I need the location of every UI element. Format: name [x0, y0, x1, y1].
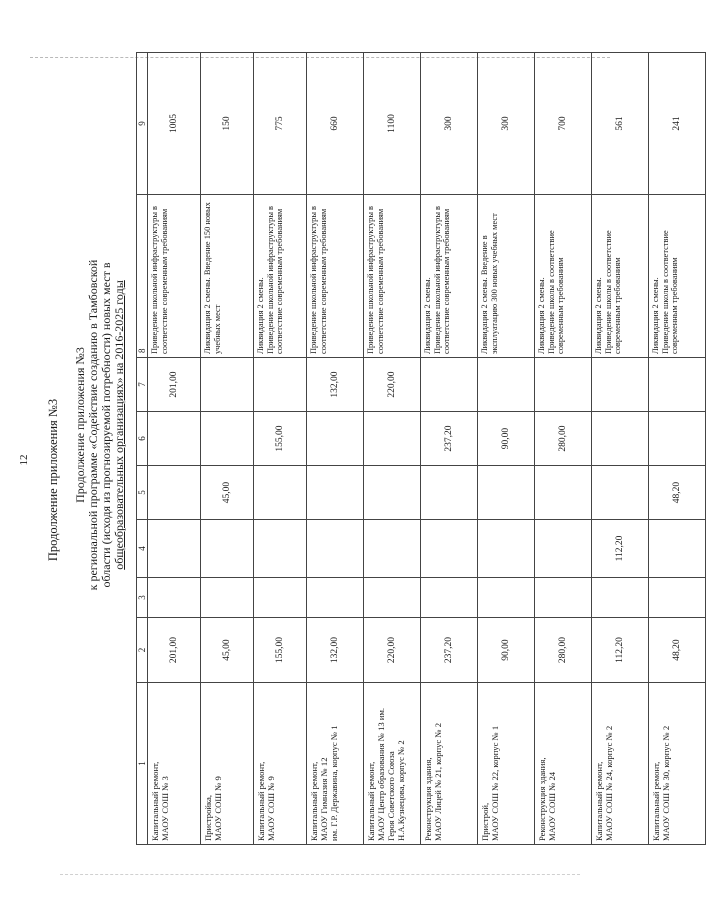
total-value-cell: 45,00 [201, 618, 254, 683]
appendix-header-line-1: Продолжение приложения №3 [73, 347, 87, 503]
result-description-cell: Ликвидация 2 смены. Введение 150 новых учебных мест [201, 195, 254, 358]
year-2017-cell [364, 520, 421, 578]
year-2016-cell [649, 578, 706, 618]
column-number: 4 [137, 520, 148, 578]
year-2019-cell [592, 412, 649, 466]
column-number: 8 [137, 195, 148, 358]
total-value-cell: 132,00 [307, 618, 364, 683]
column-number-row [137, 53, 148, 845]
total-value-cell: 280,00 [535, 618, 592, 683]
result-description-cell: Ликвидация 2 смены. Приведение школьной инфраструктуры в соответствие современным требованиям [421, 195, 478, 358]
result-description-cell: Ликвидация 2 смены. Приведение школы в соответствие современным требованиям [592, 195, 649, 358]
year-2018-cell [421, 466, 478, 520]
year-2020-cell [201, 358, 254, 412]
year-2017-cell [148, 520, 201, 578]
year-2019-cell: 155,00 [254, 412, 307, 466]
year-2020-cell [421, 358, 478, 412]
new-places-cell: 775 [254, 53, 307, 195]
year-2019-cell [364, 412, 421, 466]
year-2020-cell [478, 358, 535, 412]
column-number: 5 [137, 466, 148, 520]
table-row [535, 53, 592, 845]
year-2017-cell [254, 520, 307, 578]
year-2019-cell [201, 412, 254, 466]
year-2016-cell [592, 578, 649, 618]
new-places-cell: 241 [649, 53, 706, 195]
year-2016-cell [478, 578, 535, 618]
year-2020-cell [535, 358, 592, 412]
year-2019-cell: 280,00 [535, 412, 592, 466]
object-name-cell: Капитальный ремонт, МАОУ Гимназия № 12 им. Г.Р. Державина, корпус № 1 [307, 683, 364, 845]
year-2018-cell [592, 466, 649, 520]
year-2016-cell [364, 578, 421, 618]
total-value-cell: 237,20 [421, 618, 478, 683]
table-row [254, 53, 307, 845]
appendix-header-line-3: области (исходя из прогнозируемой потребности) новых мест в [99, 262, 113, 588]
total-value-cell: 155,00 [254, 618, 307, 683]
year-2017-cell [421, 520, 478, 578]
new-places-cell: 1005 [148, 53, 201, 195]
total-value-cell: 201,00 [148, 618, 201, 683]
year-2017-cell [478, 520, 535, 578]
year-2016-cell [254, 578, 307, 618]
table-row [478, 53, 535, 845]
year-2018-cell [254, 466, 307, 520]
continuation-title: Продолжение приложения №3 [46, 398, 60, 562]
year-2019-cell [307, 412, 364, 466]
result-description-cell: Приведение школьной инфраструктуры в соответствие современным требованиям [148, 195, 201, 358]
new-places-cell: 660 [307, 53, 364, 195]
column-number: 7 [137, 358, 148, 412]
year-2020-cell [254, 358, 307, 412]
year-2016-cell [307, 578, 364, 618]
year-2018-cell [307, 466, 364, 520]
object-name-cell: Капитальный ремонт, МАОУ Центр образования № 13 им. Героя Советского Союза Н.А.Кузнецова, корпус № 2 [364, 683, 421, 845]
year-2017-cell: 112,20 [592, 520, 649, 578]
year-2016-cell [201, 578, 254, 618]
year-2017-cell [307, 520, 364, 578]
year-2018-cell [478, 466, 535, 520]
table-row [201, 53, 254, 845]
year-2018-cell: 45,00 [201, 466, 254, 520]
column-number: 9 [137, 53, 148, 195]
year-2019-cell: 90,00 [478, 412, 535, 466]
table-row [649, 53, 706, 845]
table-row [592, 53, 649, 845]
new-places-cell: 700 [535, 53, 592, 195]
result-description-cell: Ликвидация 2 смены. Введение в эксплуатацию 300 новых учебных мест [478, 195, 535, 358]
result-description-cell: Ликвидация 2 смены. Приведение школы в соответствие современным требованиям [535, 195, 592, 358]
total-value-cell: 48,20 [649, 618, 706, 683]
year-2019-cell [148, 412, 201, 466]
result-description-cell: Ликвидация 2 смены. Приведение школьной инфраструктуры в соответствие современным требованиям [254, 195, 307, 358]
year-2020-cell: 201,00 [148, 358, 201, 412]
rotated-sheet [0, 55, 682, 905]
column-number: 1 [137, 683, 148, 845]
new-places-cell: 1100 [364, 53, 421, 195]
year-2016-cell [421, 578, 478, 618]
object-name-cell: Капитальный ремонт, МАОУ СОШ № 24, корпус № 2 [592, 683, 649, 845]
appendix-header-line-4: общеобразовательных организациях» на 2016-2025 годы [112, 280, 126, 570]
new-places-cell: 300 [421, 53, 478, 195]
year-2020-cell: 220,00 [364, 358, 421, 412]
year-2019-cell [649, 412, 706, 466]
total-value-cell: 220,00 [364, 618, 421, 683]
object-name-cell: Реконструкция здания, МАОУ Лицей № 21, корпус № 2 [421, 683, 478, 845]
year-2016-cell [148, 578, 201, 618]
year-2018-cell [148, 466, 201, 520]
year-2020-cell: 132,00 [307, 358, 364, 412]
year-2019-cell: 237,20 [421, 412, 478, 466]
column-number: 3 [137, 578, 148, 618]
page-number: 12 [18, 454, 30, 466]
year-2018-cell: 48,20 [649, 466, 706, 520]
total-value-cell: 112,20 [592, 618, 649, 683]
new-places-cell: 561 [592, 53, 649, 195]
object-name-cell: Капитальный ремонт, МАОУ СОШ № 3 [148, 683, 201, 845]
column-number: 2 [137, 618, 148, 683]
new-places-cell: 150 [201, 53, 254, 195]
object-name-cell: Капитальный ремонт, МАОУ СОШ № 9 [254, 683, 307, 845]
year-2018-cell [364, 466, 421, 520]
total-value-cell: 90,00 [478, 618, 535, 683]
result-description-cell: Ликвидация 2 смены. Приведение школы в соответствие современным требованиям [649, 195, 706, 358]
table-row [307, 53, 364, 845]
year-2017-cell [201, 520, 254, 578]
object-name-cell: Капитальный ремонт, МАОУ СОШ № 30, корпус № 2 [649, 683, 706, 845]
year-2016-cell [535, 578, 592, 618]
year-2017-cell [649, 520, 706, 578]
year-2018-cell [535, 466, 592, 520]
year-2020-cell [592, 358, 649, 412]
result-description-cell: Приведение школьной инфраструктуры в соответствие современным требованиям [364, 195, 421, 358]
year-2017-cell [535, 520, 592, 578]
data-table [136, 52, 706, 845]
column-number: 6 [137, 412, 148, 466]
table-row [421, 53, 478, 845]
table-row [148, 53, 201, 845]
table-row [364, 53, 421, 845]
new-places-cell: 300 [478, 53, 535, 195]
year-2020-cell [649, 358, 706, 412]
object-name-cell: Пристройка, МАОУ СОШ № 9 [201, 683, 254, 845]
appendix-header [74, 145, 126, 705]
object-name-cell: Пристрой, МАОУ СОШ № 22, корпус № 1 [478, 683, 535, 845]
appendix-header-line-2: к региональной программе «Содействие созданию в Тамбовской [86, 259, 100, 591]
result-description-cell: Приведение школьной инфраструктуры в соответствие современным требованиям [307, 195, 364, 358]
object-name-cell: Реконструкция здания, МАОУ СОШ № 24 [535, 683, 592, 845]
